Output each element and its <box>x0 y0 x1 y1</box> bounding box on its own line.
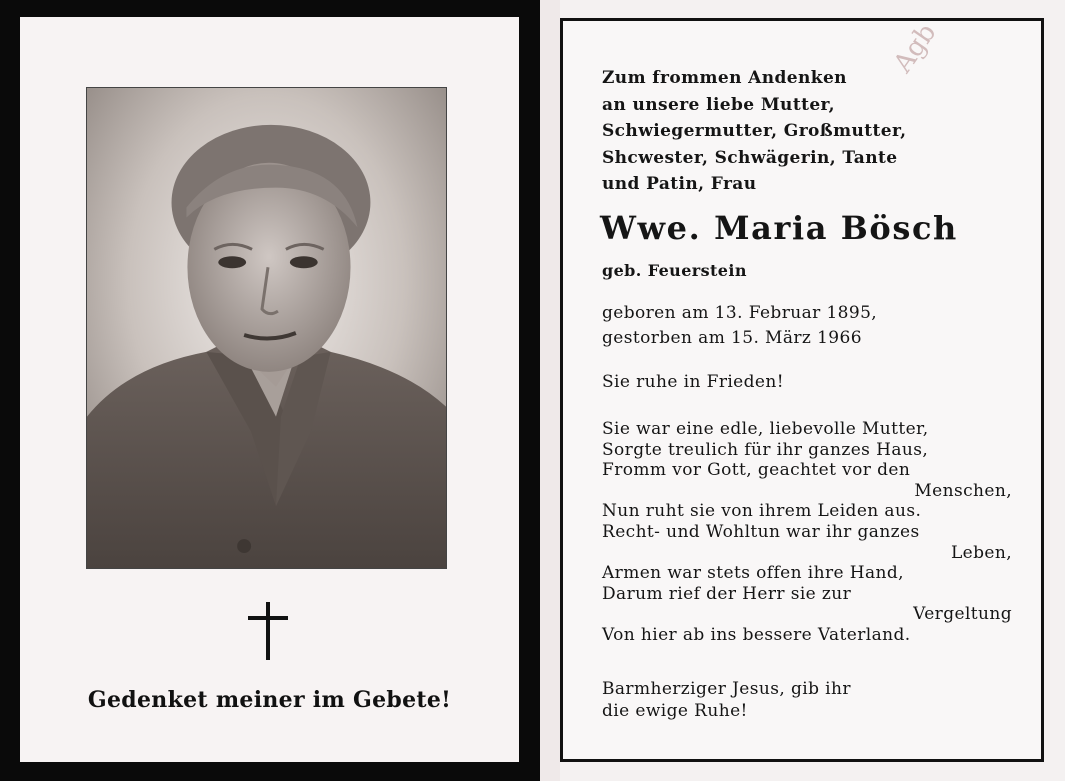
maiden-name: geb. Feuerstein <box>602 261 747 280</box>
intro-line: Schwiegermutter, Großmutter, <box>602 121 907 141</box>
card-separator <box>540 0 560 781</box>
pencil-annotation: Agb <box>888 18 943 79</box>
memorial-text-card <box>560 18 1044 762</box>
poem-line: Vergeltung <box>913 604 1012 625</box>
poem-line: Leben, <box>950 542 1012 563</box>
cross-icon <box>248 602 288 660</box>
portrait-photo <box>86 87 447 569</box>
poem-line: Recht- und Wohltun war ihr ganzes <box>602 521 920 542</box>
intro-line: und Patin, Frau <box>602 174 757 194</box>
memorial-motto: Gedenket meiner im Gebete! <box>87 687 452 713</box>
intro-line: Shcwester, Schwägerin, Tante <box>602 147 898 168</box>
death-date: gestorben am 15. März 1966 <box>602 328 862 348</box>
portrait-image <box>87 88 446 568</box>
prayer-line: Barmherziger Jesus, gib ihr <box>602 679 851 699</box>
closing-prayer <box>602 678 851 722</box>
intro-text <box>602 65 906 198</box>
poem-line: Von hier ab ins bessere Vaterland. <box>602 624 911 645</box>
poem-line: Nun ruht sie von ihrem Leiden aus. <box>602 501 922 522</box>
deceased-name: Wwe. Maria Bösch <box>600 209 958 247</box>
poem-line: Darum rief der Herr sie zur <box>602 583 852 604</box>
memorial-poem <box>602 419 1012 646</box>
rest-in-peace: Sie ruhe in Frieden! <box>602 372 784 392</box>
birth-date: geboren am 13. Februar 1895, <box>602 303 878 323</box>
poem-line: Menschen, <box>914 480 1012 501</box>
poem-line: Fromm vor Gott, geachtet vor den <box>602 460 911 481</box>
poem-line: Sorgte treulich für ihr ganzes Haus, <box>602 439 929 460</box>
poem-line: Armen war stets offen ihre Hand, <box>602 563 904 584</box>
memorial-picture-card <box>20 17 519 762</box>
poem-line: Sie war eine edle, liebevolle Mutter, <box>602 419 929 439</box>
intro-line: an unsere liebe Mutter, <box>602 94 835 115</box>
prayer-line: die ewige Ruhe! <box>602 701 748 721</box>
life-dates <box>602 301 877 351</box>
intro-line: Zum frommen Andenken <box>602 68 847 88</box>
